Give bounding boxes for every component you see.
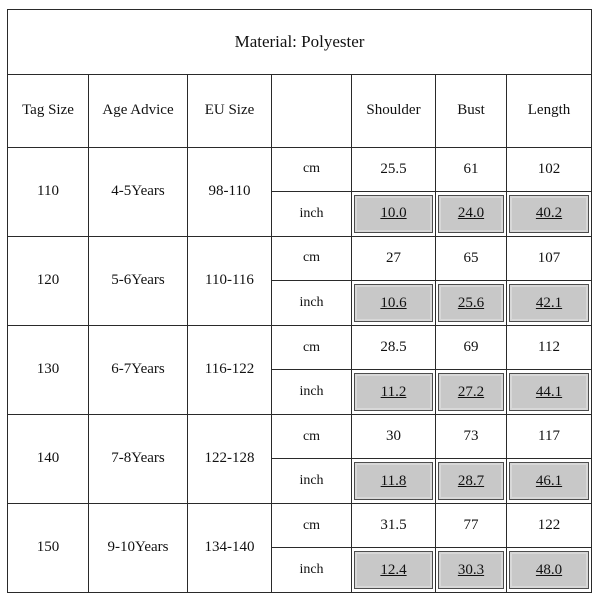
size-row-cm: [8, 325, 592, 370]
eu-size-cell: 116-122: [188, 325, 272, 414]
bust-inch-value: 24.0: [457, 205, 485, 222]
header-tag-size: Tag Size: [8, 74, 89, 147]
shoulder-inch-cell: [352, 192, 436, 237]
highlight-box: [438, 373, 504, 411]
size-chart: [7, 9, 591, 593]
bust-inch-value: 28.7: [457, 472, 485, 489]
highlight-box: [509, 373, 589, 411]
highlight-box: [509, 195, 589, 233]
highlight-box: [509, 284, 589, 322]
length-inch-cell: [507, 370, 592, 415]
unit-inch-cell: inch: [272, 370, 352, 415]
age-advice-cell: 5-6Years: [89, 236, 188, 325]
highlight-box: [354, 462, 433, 500]
unit-cm-cell: cm: [272, 325, 352, 370]
highlight-box: [354, 195, 433, 233]
size-row-cm: [8, 414, 592, 459]
highlight-box: [438, 195, 504, 233]
bust-cm-cell: 77: [436, 503, 507, 548]
shoulder-cm-cell: 27: [352, 236, 436, 281]
highlight-box: [509, 462, 589, 500]
header-length: Length: [507, 74, 592, 147]
length-inch-value: 40.2: [535, 205, 563, 222]
bust-inch-cell: [436, 548, 507, 593]
tag-size-cell: 130: [8, 325, 89, 414]
header-shoulder: Shoulder: [352, 74, 436, 147]
bust-inch-value: 30.3: [457, 561, 485, 578]
header-bust: Bust: [436, 74, 507, 147]
highlight-box: [354, 373, 433, 411]
length-inch-value: 46.1: [535, 472, 563, 489]
shoulder-cm-cell: 30: [352, 414, 436, 459]
unit-inch-cell: inch: [272, 459, 352, 504]
length-cm-cell: 107: [507, 236, 592, 281]
highlight-box: [509, 551, 589, 589]
highlight-box: [354, 551, 433, 589]
size-row-cm: [8, 503, 592, 548]
age-advice-cell: 7-8Years: [89, 414, 188, 503]
unit-inch-cell: inch: [272, 192, 352, 237]
bust-inch-cell: [436, 281, 507, 326]
header-row: [8, 74, 592, 147]
shoulder-inch-value: 10.6: [380, 294, 407, 311]
bust-inch-cell: [436, 459, 507, 504]
tag-size-cell: 150: [8, 503, 89, 592]
header-age-advice: Age Advice: [89, 74, 188, 147]
table-title: Material: Polyester: [8, 10, 592, 75]
unit-cm-cell: cm: [272, 503, 352, 548]
highlight-box: [438, 284, 504, 322]
shoulder-inch-cell: [352, 281, 436, 326]
tag-size-cell: 110: [8, 147, 89, 236]
highlight-box: [354, 284, 433, 322]
bust-cm-cell: 69: [436, 325, 507, 370]
size-table: [7, 9, 592, 593]
unit-inch-cell: inch: [272, 281, 352, 326]
length-inch-value: 48.0: [535, 561, 563, 578]
length-inch-value: 44.1: [535, 383, 563, 400]
shoulder-inch-value: 11.2: [380, 383, 407, 400]
size-row-cm: [8, 236, 592, 281]
unit-cm-cell: cm: [272, 414, 352, 459]
length-cm-cell: 117: [507, 414, 592, 459]
length-inch-cell: [507, 459, 592, 504]
highlight-box: [438, 462, 504, 500]
unit-cm-cell: cm: [272, 236, 352, 281]
length-inch-value: 42.1: [535, 294, 563, 311]
age-advice-cell: 6-7Years: [89, 325, 188, 414]
age-advice-cell: 4-5Years: [89, 147, 188, 236]
shoulder-inch-value: 10.0: [380, 205, 407, 222]
bust-inch-cell: [436, 370, 507, 415]
bust-cm-cell: 73: [436, 414, 507, 459]
bust-inch-cell: [436, 192, 507, 237]
eu-size-cell: 122-128: [188, 414, 272, 503]
eu-size-cell: 98-110: [188, 147, 272, 236]
unit-inch-cell: inch: [272, 548, 352, 593]
bust-cm-cell: 65: [436, 236, 507, 281]
length-cm-cell: 102: [507, 147, 592, 192]
unit-cm-cell: cm: [272, 147, 352, 192]
size-row-cm: [8, 147, 592, 192]
shoulder-cm-cell: 25.5: [352, 147, 436, 192]
tag-size-cell: 140: [8, 414, 89, 503]
bust-cm-cell: 61: [436, 147, 507, 192]
header-eu-size: EU Size: [188, 74, 272, 147]
shoulder-inch-cell: [352, 459, 436, 504]
shoulder-cm-cell: 28.5: [352, 325, 436, 370]
age-advice-cell: 9-10Years: [89, 503, 188, 592]
length-cm-cell: 122: [507, 503, 592, 548]
header-unit: [272, 74, 352, 147]
tag-size-cell: 120: [8, 236, 89, 325]
length-cm-cell: 112: [507, 325, 592, 370]
eu-size-cell: 110-116: [188, 236, 272, 325]
bust-inch-value: 25.6: [457, 294, 485, 311]
shoulder-inch-cell: [352, 548, 436, 593]
length-inch-cell: [507, 548, 592, 593]
shoulder-inch-value: 12.4: [380, 561, 407, 578]
highlight-box: [438, 551, 504, 589]
length-inch-cell: [507, 281, 592, 326]
eu-size-cell: 134-140: [188, 503, 272, 592]
shoulder-inch-value: 11.8: [380, 472, 407, 489]
length-inch-cell: [507, 192, 592, 237]
shoulder-inch-cell: [352, 370, 436, 415]
bust-inch-value: 27.2: [457, 383, 485, 400]
shoulder-cm-cell: 31.5: [352, 503, 436, 548]
